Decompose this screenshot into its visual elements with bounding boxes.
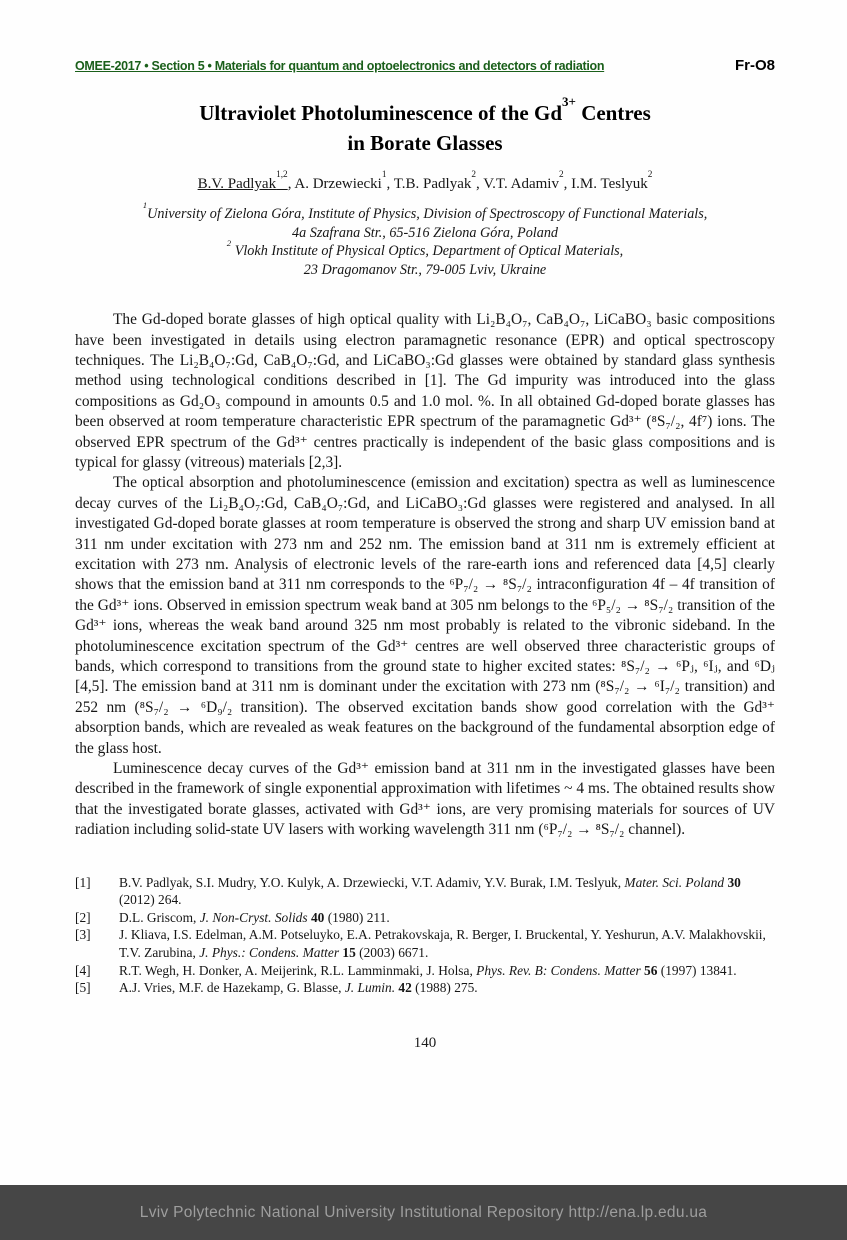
reference-volume: 56	[640, 962, 658, 978]
page-number: 140	[413, 1034, 437, 1051]
reference-label: [3]	[75, 927, 91, 943]
reference-label: [5]	[75, 980, 91, 996]
author-3-affil-marker: 2	[471, 170, 477, 181]
reference-label: [2]	[75, 909, 91, 925]
authors-line	[75, 170, 775, 193]
author-5-name: I.M. Teslyuk	[571, 175, 648, 192]
reference-text	[119, 909, 775, 927]
affiliation-line	[75, 237, 775, 261]
author-1-affil-marker: 1,2	[276, 170, 288, 181]
reference-authors: R.T. Wegh, H. Donker, A. Meijerink, R.L. Lamminmaki, J. Holsa,	[119, 962, 477, 978]
reference-year-pages: (2003) 6671.	[355, 945, 429, 961]
reference-item	[75, 962, 775, 980]
reference-journal: Phys. Rev. B: Condens. Matter	[476, 962, 641, 978]
paper-code: Fr-O8	[734, 57, 775, 74]
reference-authors: D.L. Griscom,	[119, 909, 200, 925]
reference-text	[119, 979, 775, 997]
title-superscript: 3+	[562, 94, 576, 110]
reference-authors: J. Kliava, I.S. Edelman, A.M. Potseluyko, E.A. Petrakovskaja, R. Berger, I. Bruckental, Y. Yeshurun, A.V. Malakhovskii, T.V. Zarubina,	[119, 927, 766, 961]
references-list	[75, 874, 775, 997]
author-separator: ,	[563, 175, 572, 192]
abstract-paragraph-2: The optical absorption and photoluminescence (emission and excitation) spectra as well as luminescence decay curves of the Li₂B₄O₇:Gd, CaB₄O₇:Gd, and LiCaBO₃:Gd glasses were registered and analysed. In all investigated Gd-doped borate glasses at room temperature is observed the strong and sharp UV emission band at 311 nm under excitation with 273 nm and 252 nm. The emission band at 311 nm is extremely efficient at excitation with 273 nm. Analysis of electronic levels of the rare-earth ions and referenced data [4,5] clearly shows that the emission band at 311 nm corresponds to the ⁶P₇/₂ → ⁸S₇/₂ intraconfiguration 4f – 4f transition of the Gd³⁺ ions. Observed in emission spectrum weak band at 305 nm belongs to the ⁶P₅/₂ → ⁸S₇/₂ transition of the Gd³⁺ ions, whereas the weak band around 325 nm most probably is related to the vibronic sideband. In the photoluminescence excitation spectrum of the Gd³⁺ centres are well observed three characteristic groups of bands, which correspond to transitions from the ground state to higher excited states: ⁸S₇/₂ → ⁶Pⱼ, ⁶Iⱼ, and ⁶Dⱼ [4,5]. The emission band at 311 nm is dominant under the excitation with 273 nm (⁸S₇/₂ → ⁶I₇/₂ transition) and 252 nm (⁸S₇/₂ → ⁶D₉/₂ transition). The observed excitation bands show good correlation with the Gd³⁺ absorption bands, which are revealed as weak features on the background of the fundamental absorption edge of the glass host.	[75, 474, 775, 757]
running-header	[75, 0, 775, 74]
affiliation-text: 23 Dragomanov Str., 79-005 Lviv, Ukraine	[303, 262, 547, 279]
affiliation-text: 4a Szafrana Str., 65-516 Zielona Góra, Poland	[291, 224, 559, 241]
reference-item	[75, 926, 775, 961]
repository-watermark-text: Lviv Polytechnic National University Institutional Repository http://ena.lp.edu.ua	[139, 1203, 708, 1221]
reference-year-pages: (1997) 13841.	[657, 962, 737, 978]
affiliation-marker: 1	[142, 199, 148, 210]
author-1-name: B.V. Padlyak	[197, 175, 277, 192]
author-separator: ,	[287, 175, 295, 192]
affiliation-text: Vlokh Institute of Physical Optics, Department of Optical Materials,	[231, 243, 624, 260]
author-separator: ,	[386, 175, 394, 192]
reference-journal: Mater. Sci. Poland	[624, 874, 725, 890]
repository-watermark-bar	[0, 1185, 847, 1240]
reference-text	[119, 962, 775, 980]
affiliation-line	[75, 261, 775, 280]
reference-text	[119, 874, 775, 909]
reference-label: [1]	[75, 874, 91, 890]
paper-title	[75, 94, 775, 159]
title-line1-pre: Ultraviolet Photoluminescence of the Gd	[199, 101, 562, 125]
affiliation-line	[75, 224, 775, 243]
author-4-name: V.T. Adamiv	[483, 175, 559, 192]
reference-item	[75, 979, 775, 997]
author-2-affil-marker: 1	[381, 170, 387, 181]
abstract-paragraph-1: The Gd-doped borate glasses of high optical quality with Li₂B₄O₇, CaB₄O₇, LiCaBO₃ basic compositions have been investigated in details using electron paramagnetic resonance (EPR) and optical spectroscopy techniques. The Li₂B₄O₇:Gd, CaB₄O₇:Gd, and LiCaBO₃:Gd glasses were obtained by standard glass synthesis method using technological conditions described in [1]. The Gd impurity was introduced into the glass compositions as Gd₂O₃ compound in amounts 0.5 and 1.0 mol. %. In all obtained Gd-doped borate glasses has been observed at room temperature characteristic EPR spectrum of the paramagnetic Gd³⁺ (⁸S₇/₂, 4f⁷) ions. The observed EPR spectrum of the Gd³⁺ centres practically is independent of the basic glass compositions and is typical for glassy (vitreous) materials [2,3].	[75, 311, 775, 471]
reference-volume: 15	[339, 945, 356, 961]
author-4-affil-marker: 2	[558, 170, 564, 181]
conference-section-header: OMEE-2017 • Section 5 • Materials for quantum and optoelectronics and detectors of radiation	[75, 59, 605, 73]
author-4	[483, 170, 564, 192]
author-5	[571, 170, 653, 192]
reference-volume: 40	[307, 909, 325, 925]
affiliations-block	[75, 199, 775, 281]
author-3	[393, 170, 477, 192]
reference-text	[119, 926, 775, 961]
reference-volume: 42	[395, 980, 412, 996]
author-2	[294, 170, 387, 192]
reference-year-pages: (2012) 264.	[119, 892, 182, 908]
abstract-body	[75, 310, 775, 841]
reference-year-pages: (1980) 211.	[324, 909, 390, 925]
reference-label: [4]	[75, 962, 91, 978]
reference-item	[75, 909, 775, 927]
reference-journal: J. Phys.: Condens. Matter	[199, 945, 340, 961]
reference-authors: A.J. Vries, M.F. de Hazekamp, G. Blasse,	[119, 980, 345, 996]
author-5-affil-marker: 2	[647, 170, 653, 181]
author-2-name: A. Drzewiecki	[294, 175, 382, 192]
reference-year-pages: (1988) 275.	[411, 980, 478, 996]
reference-volume: 30	[724, 874, 741, 890]
affiliation-marker: 2	[226, 237, 232, 248]
title-line1-post: Centres	[575, 101, 651, 125]
title-line2: in Borate Glasses	[347, 130, 503, 155]
affiliation-text: University of Zielona Góra, Institute of Physics, Division of Spectroscopy of Functional Materials,	[147, 205, 708, 222]
author-1	[197, 170, 288, 192]
reference-journal: J. Lumin.	[344, 980, 396, 996]
author-separator: ,	[476, 175, 484, 192]
reference-journal: J. Non-Cryst. Solids	[199, 909, 308, 925]
author-3-name: T.B. Padlyak	[393, 175, 472, 192]
abstract-paragraph-3: Luminescence decay curves of the Gd³⁺ emission band at 311 nm in the investigated glasses have been described in the framework of single exponential approximation with lifetimes ~ 4 ms. The obtained results show that the investigated borate glasses, activated with Gd³⁺ ions, are very promising materials for sources of UV radiation including solid-state UV lasers with working wavelength 311 nm (⁶P₇/₂ → ⁸S₇/₂ channel).	[75, 760, 775, 839]
reference-item	[75, 874, 775, 909]
affiliation-line	[75, 199, 775, 224]
reference-authors: B.V. Padlyak, S.I. Mudry, Y.O. Kulyk, A. Drzewiecki, V.T. Adamiv, Y.V. Burak, I.M. Teslyuk,	[119, 874, 625, 890]
